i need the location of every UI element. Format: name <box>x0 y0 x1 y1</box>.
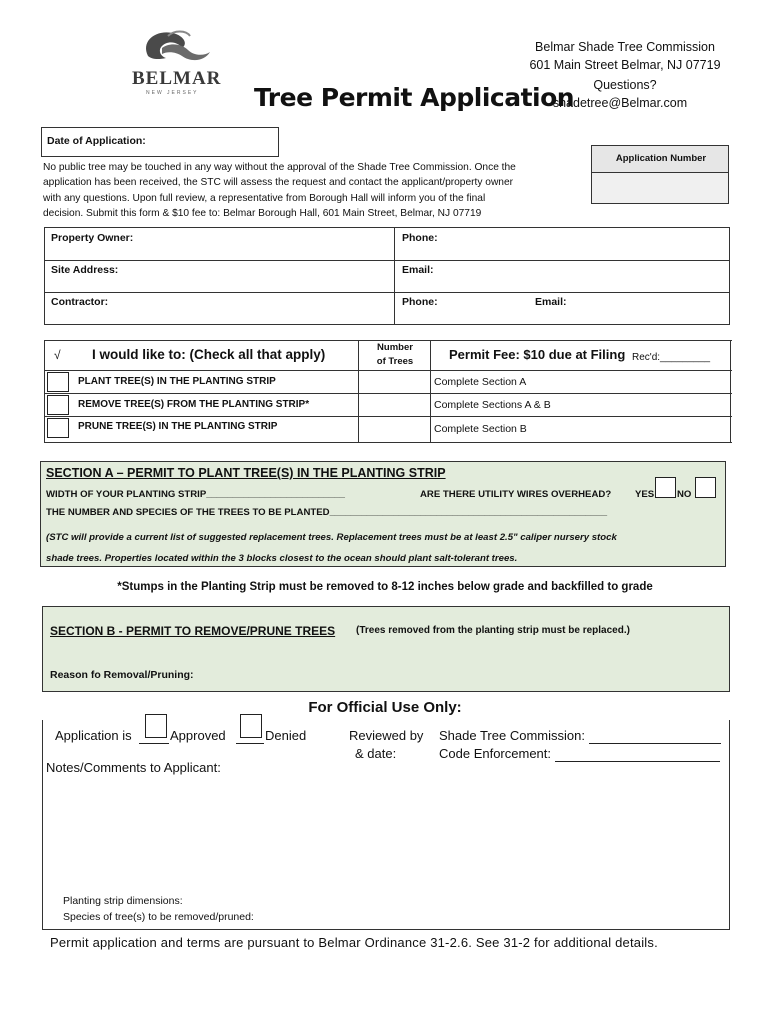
section-a-title: SECTION A – PERMIT TO PLANT TREE(S) IN THE PLANTING STRIP <box>46 466 446 480</box>
org-address: 601 Main Street Belmar, NJ 07719 <box>529 58 721 72</box>
intro-line: No public tree may be touched in any way without the approval of the Shade Tree Commission. Once the <box>43 162 516 173</box>
remove-number-field[interactable] <box>359 394 430 416</box>
utility-wires-question: ARE THERE UTILITY WIRES OVERHEAD? <box>420 489 612 500</box>
section-a-note: shade trees. Properties located within the 3 blocks closest to the ocean should plant salt-tolerant trees. <box>46 553 518 564</box>
section-a-box <box>40 461 726 567</box>
denied-checkbox[interactable] <box>240 714 262 738</box>
yes-label: YES <box>635 489 655 500</box>
stc-signature-line[interactable] <box>589 743 721 744</box>
phone-field-1[interactable] <box>395 228 729 260</box>
wave-logo-icon <box>118 18 226 70</box>
removal-reason-field[interactable]: Reason fo Removal/Pruning: <box>50 669 194 681</box>
stc-label: Shade Tree Commission: <box>439 728 585 743</box>
application-is-label: Application is <box>55 728 132 743</box>
reviewed-by-label: Reviewed by <box>349 728 424 743</box>
phone-label: Phone: <box>402 296 438 308</box>
email-field-1[interactable] <box>395 261 729 292</box>
intro-line: with any questions. Upon full review, a representative from Borough Hall will inform you of the final <box>43 192 486 204</box>
footer-note: Permit application and terms are pursuant to Belmar Ordinance 31-2.6. See 31-2 for additional details. <box>50 935 658 950</box>
org-name: Belmar Shade Tree Commission <box>535 40 715 54</box>
approved-checkbox[interactable] <box>145 714 167 738</box>
no-label: NO <box>677 489 692 500</box>
intro-line: decision. Submit this form & $10 fee to: Belmar Borough Hall, 601 Main Street, Belmar, NJ 07719 <box>43 207 482 219</box>
phone-label: Phone: <box>402 232 438 244</box>
contact-table <box>44 227 730 325</box>
code-enforcement-label: Code Enforcement: <box>439 746 552 761</box>
contact-email[interactable]: shadetree@Belmar.com <box>552 96 688 110</box>
section-b-box <box>42 606 730 692</box>
number-header: of Trees <box>376 356 414 367</box>
site-address-label: Site Address: <box>51 264 119 276</box>
prune-checkbox[interactable] <box>47 418 69 438</box>
site-address-field[interactable] <box>45 261 394 292</box>
strip-dimensions-field[interactable]: Planting strip dimensions: <box>63 895 183 907</box>
email-label: Email: <box>402 264 434 276</box>
logo-name: BELMAR <box>132 68 222 89</box>
plant-number-field[interactable] <box>359 371 430 393</box>
permit-fee-label: Permit Fee: $10 due at Filing <box>449 347 626 362</box>
denied-label: Denied <box>265 728 307 743</box>
species-to-plant-field[interactable]: THE NUMBER AND SPECIES OF THE TREES TO BE PLANTED____________________________________________________ <box>46 507 608 518</box>
planting-strip-width-field[interactable]: WIDTH OF YOUR PLANTING STRIP__________________________ <box>46 489 345 500</box>
property-owner-label: Property Owner: <box>51 232 134 244</box>
contractor-label: Contractor: <box>51 296 109 308</box>
application-number-field[interactable] <box>591 172 729 204</box>
species-removed-field[interactable]: Species of tree(s) to be removed/pruned: <box>63 911 254 923</box>
prune-section-note: Complete Section B <box>434 423 527 435</box>
email-field-2[interactable] <box>531 293 729 324</box>
date-label: Date of Application: <box>47 135 146 147</box>
received-field[interactable]: Rec'd:_________ <box>632 352 711 363</box>
prune-option-label: PRUNE TREE(S) IN THE PLANTING STRIP <box>78 421 278 432</box>
wires-no-checkbox[interactable] <box>695 477 716 498</box>
property-owner-field[interactable] <box>45 228 394 260</box>
remove-checkbox[interactable] <box>47 395 69 415</box>
plant-option-label: PLANT TREE(S) IN THE PLANTING STRIP <box>78 376 276 387</box>
email-label: Email: <box>535 296 567 308</box>
reviewed-date-label: & date: <box>355 746 397 761</box>
plant-checkbox[interactable] <box>47 372 69 392</box>
prune-number-field[interactable] <box>359 417 430 442</box>
logo-tagline: NEW JERSEY <box>146 90 199 96</box>
date-of-application-field[interactable] <box>41 127 279 157</box>
options-table <box>44 340 732 443</box>
contractor-field[interactable] <box>45 293 394 324</box>
wires-yes-checkbox[interactable] <box>655 477 676 498</box>
page-title: Tree Permit Application <box>254 83 575 112</box>
section-b-subtitle: (Trees removed from the planting strip must be replaced.) <box>356 625 630 636</box>
section-b-title: SECTION B - PERMIT TO REMOVE/PRUNE TREES <box>50 624 336 638</box>
remove-option-label: REMOVE TREE(S) FROM THE PLANTING STRIP* <box>78 399 310 410</box>
notes-field[interactable] <box>46 780 726 890</box>
plant-section-note: Complete Section A <box>434 376 527 388</box>
official-use-box <box>42 720 730 930</box>
number-header: Number <box>377 342 413 353</box>
notes-label: Notes/Comments to Applicant: <box>46 760 221 775</box>
code-enforcement-signature-line[interactable] <box>555 761 720 762</box>
questions-label: Questions? <box>593 78 657 92</box>
options-heading: I would like to: (Check all that apply) <box>92 347 326 362</box>
application-number-header <box>591 145 729 173</box>
intro-line: application has been received, the STC will assess the request and contact the applicant/property owner <box>43 177 514 189</box>
phone-field-2[interactable] <box>395 293 525 324</box>
intro-paragraph <box>43 160 588 221</box>
check-column-header: √ <box>54 348 61 362</box>
section-a-note: (STC will provide a current list of suggested replacement trees. Replacement trees must be at least 2.5" caliper nursery stock <box>46 532 617 543</box>
remove-section-note: Complete Sections A & B <box>434 399 551 411</box>
app-number-label: Application Number <box>615 153 707 164</box>
official-use-title: For Official Use Only: <box>308 699 462 716</box>
stumps-note: *Stumps in the Planting Strip must be removed to 8-12 inches below grade and backfilled to grade <box>117 581 653 593</box>
approved-label: Approved <box>170 728 226 743</box>
belmar-logo <box>118 18 226 110</box>
